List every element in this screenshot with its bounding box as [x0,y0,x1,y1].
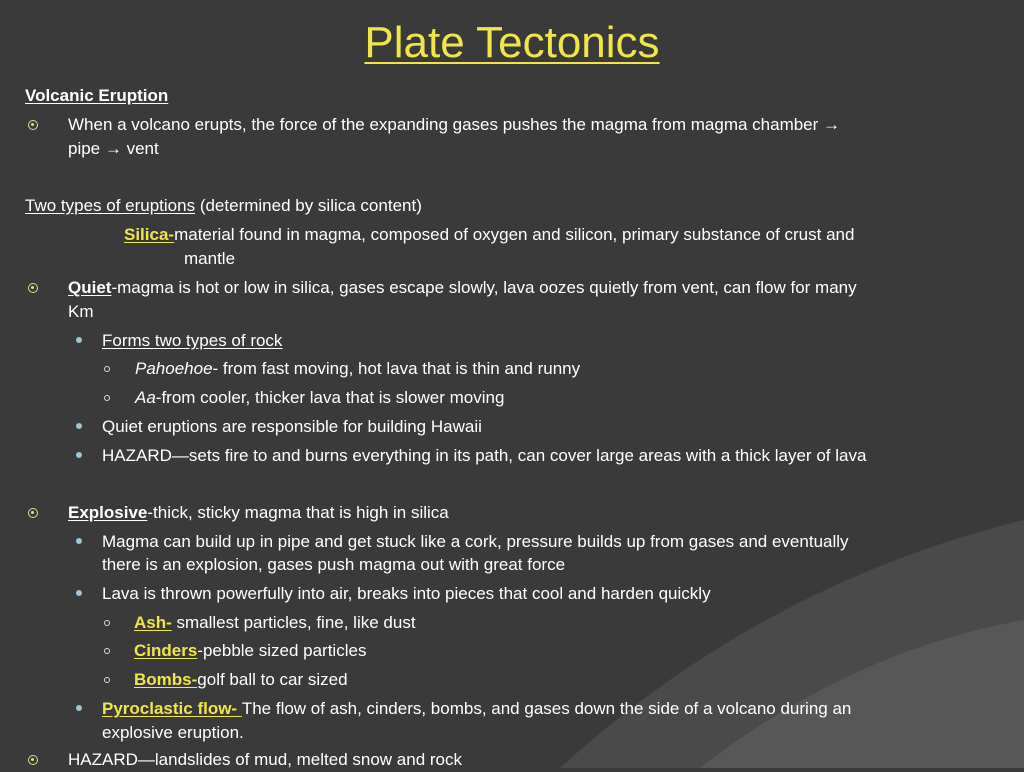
slide-title: Plate Tectonics [364,18,660,67]
silica-definition-line2: mantle [184,249,236,268]
pyroclastic-label: Pyroclastic flow- [102,699,242,718]
eruption-types-line [25,194,422,218]
quiet-line2: Km [68,302,94,321]
bullet-icon [28,120,38,130]
quiet-hazard-line: HAZARD—sets fire to and burns everything in its path, can cover large areas with a thick layer of lava [102,446,867,465]
bullet-icon [76,705,82,711]
bullet-icon [104,620,110,626]
bullet-icon [28,508,38,518]
ash-label: Ash- [134,613,172,632]
ash-text: smallest particles, fine, like dust [171,613,416,632]
final-hazard-line: HAZARD—landslides of mud, melted snow and rock [68,750,462,769]
section-heading: Volcanic Eruption [25,86,169,105]
forms-rock-heading: Forms two types of rock [102,331,283,350]
pyroclastic-line1 [102,697,851,721]
aa-line [135,386,504,410]
hawaii-line: Quiet eruptions are responsible for building Hawaii [102,417,482,436]
aa-text: -from cooler, thicker lava that is slower moving [155,388,505,407]
pahoehoe-label: Pahoehoe [135,359,213,378]
bullet-icon [28,283,38,293]
intro-text-line2: pipe → vent [68,139,159,158]
pyroclastic-text: The flow of ash, cinders, bombs, and gases down the side of a volcano during an [241,699,852,718]
quiet-label: Quiet [68,278,112,297]
intro-text-line1: When a volcano erupts, the force of the expanding gases pushes the magma from magma chamber → [68,115,841,134]
pyroclastic-line2: explosive eruption. [102,723,244,742]
ash-line [134,611,416,635]
explosive-text: -thick, sticky magma that is high in silica [147,503,449,522]
cinders-label: Cinders [134,641,198,660]
silica-text: material found in magma, composed of oxygen and silicon, primary substance of crust and [174,225,855,244]
bullet-icon [104,677,110,683]
bullet-icon [104,366,110,372]
bullet-icon [76,590,82,596]
bombs-label: Bombs- [134,670,198,689]
cinders-text: -pebble sized particles [197,641,367,660]
bullet-icon [76,423,82,429]
bullet-icon [76,452,82,458]
cinders-line [134,639,366,663]
silica-definition-line1 [124,223,854,247]
lava-thrown-line: Lava is thrown powerfully into air, breaks into pieces that cool and harden quickly [102,584,711,603]
silica-label: Silica- [124,225,175,244]
bullet-icon [104,395,110,401]
pahoehoe-text: - from fast moving, hot lava that is thin and runny [212,359,581,378]
bullet-icon [28,755,38,765]
bullet-icon [104,648,110,654]
quiet-line1 [68,276,857,300]
explosive-label: Explosive [68,503,148,522]
pahoehoe-line [135,357,580,381]
bombs-text: golf ball to car sized [197,670,348,689]
quiet-text: -magma is hot or low in silica, gases escape slowly, lava oozes quietly from vent, can flow for many [111,278,857,297]
bullet-icon [76,337,82,343]
eruption-types-note: (determined by silica content) [195,196,422,215]
explosive-line [68,501,449,525]
aa-label: Aa [135,388,156,407]
magma-line2: there is an explosion, gases push magma out with great force [102,555,566,574]
eruption-types-label: Two types of eruptions [25,196,196,215]
bullet-icon [76,538,82,544]
bombs-line [134,668,348,692]
magma-line1: Magma can build up in pipe and get stuck like a cork, pressure builds up from gases and eventually [102,532,849,551]
